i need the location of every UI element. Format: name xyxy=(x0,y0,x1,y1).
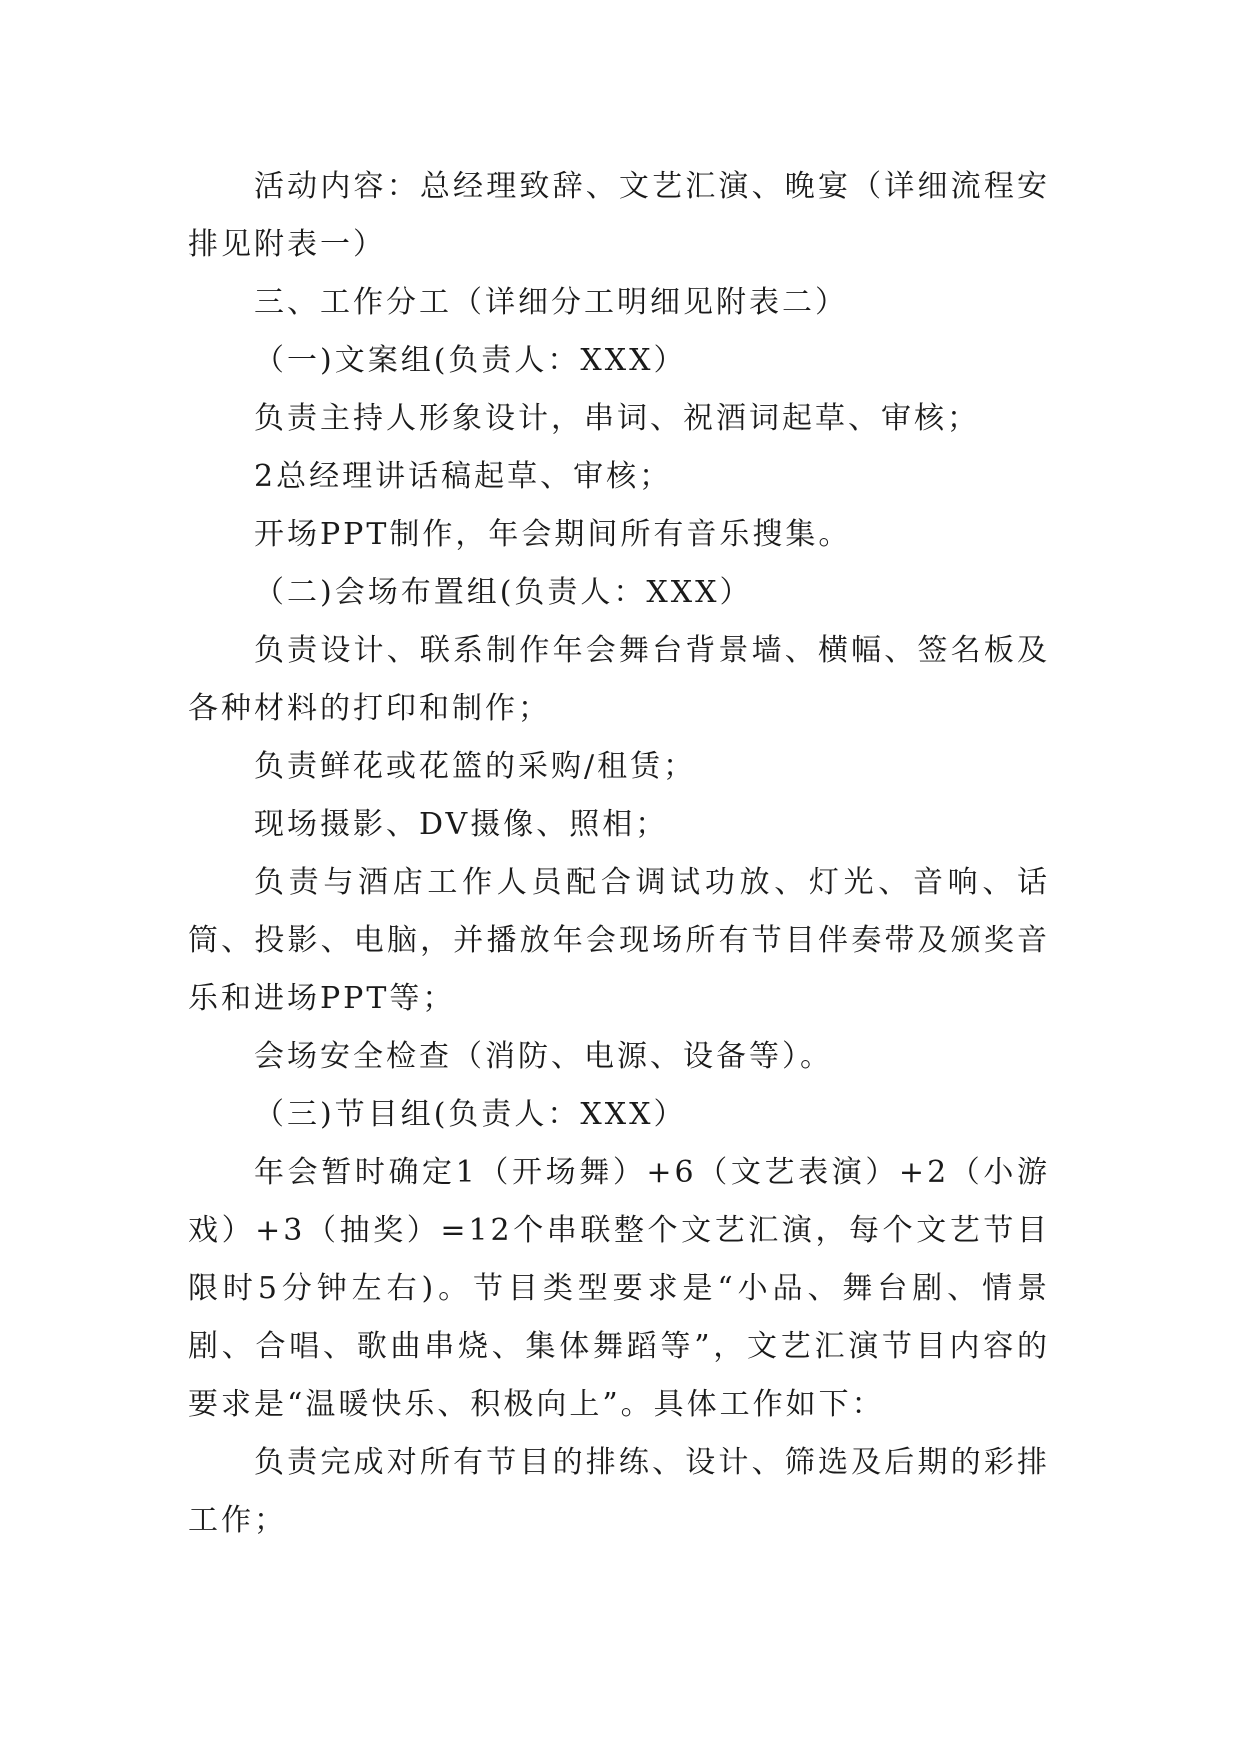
paragraph-host-script: 负责主持人形象设计，串词、祝酒词起草、审核； xyxy=(254,401,980,436)
paragraph-safety-check: 会场安全检查（消防、电源、设备等）。 xyxy=(254,1039,833,1074)
subheading-venue-group: （二)会场布置组(负责人：XXX） xyxy=(254,575,753,610)
paragraph-gm-speech: 2总经理讲话稿起草、审核； xyxy=(254,459,673,494)
paragraph-photography: 现场摄影、DV摄像、照相； xyxy=(254,807,669,842)
heading-work-division: 三、工作分工（详细分工明细见附表二） xyxy=(254,285,848,320)
document-body xyxy=(188,158,1050,1550)
subheading-program-group: （三)节目组(负责人：XXX） xyxy=(254,1097,687,1132)
paragraph-flowers: 负责鲜花或花篮的采购/租赁； xyxy=(254,749,697,784)
paragraph-ppt-music: 开场PPT制作，年会期间所有音乐搜集。 xyxy=(254,517,852,552)
paragraph-activity-content: 活动内容：总经理致辞、文艺汇演、晚宴（详细流程安排见附表一） xyxy=(188,169,1050,262)
paragraph-stage-design: 负责设计、联系制作年会舞台背景墙、横幅、签名板及各种材料的打印和制作； xyxy=(188,633,1050,726)
subheading-copywriting-group: （一)文案组(负责人：XXX） xyxy=(254,343,687,378)
paragraph-program-plan: 年会暂时确定1（开场舞）+6（文艺表演）+2（小游戏）+3（抽奖）=12个串联整个文艺汇演，每个文艺节目限时5分钟左右)。节目类型要求是“小品、舞台剧、情景剧、合唱、歌曲串烧、集体舞蹈等”，文艺汇演节目内容的要求是“温暖快乐、积极向上”。具体工作如下： xyxy=(188,1155,1050,1422)
paragraph-rehearsal: 负责完成对所有节目的排练、设计、筛选及后期的彩排工作； xyxy=(188,1445,1050,1538)
paragraph-av-equipment: 负责与酒店工作人员配合调试功放、灯光、音响、话筒、投影、电脑，并播放年会现场所有节目伴奏带及颁奖音乐和进场PPT等； xyxy=(188,865,1050,1016)
